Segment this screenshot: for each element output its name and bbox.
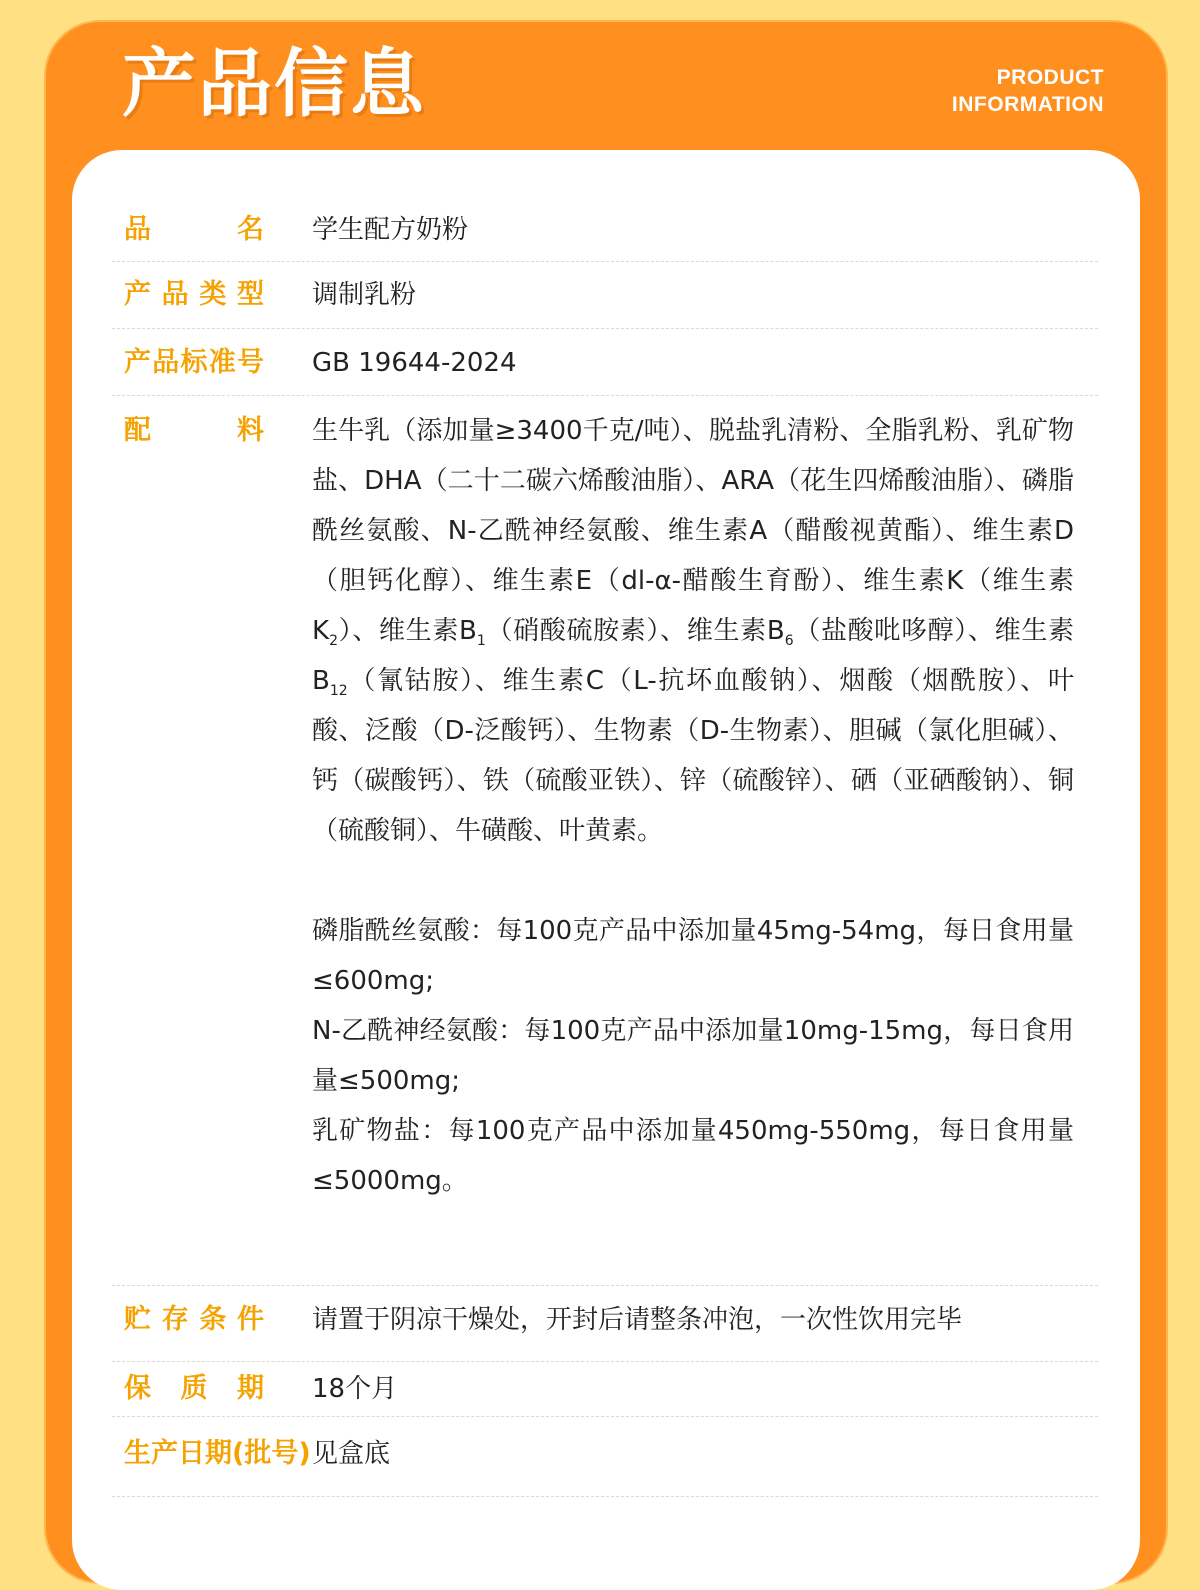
value-product-name: 学生配方奶粉 <box>312 215 469 245</box>
spacer <box>312 856 1074 906</box>
page-title: 产品信息 <box>122 41 426 127</box>
subtitle-line-2: INFORMATION <box>951 93 1104 116</box>
label-standard: 产 品 标 准 号 <box>124 347 264 378</box>
ingredients-list: 生牛乳（添加量≥3400千克/吨）、脱盐乳清粉、全脂乳粉、乳矿物盐、DHA（二十二碳六烯酸油脂）、ARA（花生四烯酸油脂）、磷脂酰丝氨酸、N-乙酰神经氨酸、维生素A（醋酸视黄酯）、维生素D（胆钙化醇）、维生素E（dl-α-醋酸生育酚）、维生素K（维生素$K_2$）、维生素$B_1$（硝酸硫胺素）、维生素$B_6$（盐酸吡哆醇）、维生素$B_{12}$（氰钴胺）、维生素C（L-抗坏血酸钠）、烟酸（烟酰胺）、叶酸、泛酸（D-泛酸钙）、生物素（D-生物素）、胆碱（氯化胆碱）、钙（碳酸钙）、铁（硫酸亚铁）、锌（硫酸锌）、硒（亚硒酸钠）、铜（硫酸铜）、牛磺酸、叶黄素。 <box>312 416 1074 846</box>
row-production-date <box>112 1417 1098 1497</box>
value-ingredients <box>312 406 1074 1285</box>
value-production-date: 见盒底 <box>312 1439 391 1469</box>
row-ingredients <box>112 396 1098 1286</box>
info-table <box>112 196 1098 1497</box>
ingredient-note: N-乙酰神经氨酸：每100克产品中添加量10mg-15mg，每日食用量≤500mg; <box>312 1016 1074 1096</box>
label-storage: 贮 存 条 件 <box>124 1304 264 1335</box>
subtitle-line-1: PRODUCT <box>996 66 1104 89</box>
row-storage <box>112 1286 1098 1362</box>
label-ingredients: 配 料 <box>124 415 264 446</box>
ingredient-note: 磷脂酰丝氨酸：每100克产品中添加量45mg-54mg，每日食用量≤600mg; <box>312 916 1074 996</box>
page-subtitle <box>952 64 1104 118</box>
value-product-type: 调制乳粉 <box>312 280 417 310</box>
label-product-name: 品 名 <box>124 214 264 245</box>
value-standard: GB 19644-2024 <box>312 348 517 378</box>
row-standard <box>112 329 1098 396</box>
ingredient-note: 乳矿物盐：每100克产品中添加量450mg-550mg，每日食用量≤5000mg。 <box>312 1116 1074 1196</box>
row-product-name <box>112 196 1098 262</box>
label-production-date: 生产日期(批号) <box>124 1438 311 1469</box>
label-shelf-life: 保 质 期 <box>124 1373 264 1404</box>
value-storage: 请置于阴凉干燥处，开封后请整条冲泡，一次性饮用完毕 <box>312 1305 963 1335</box>
row-product-type <box>112 262 1098 329</box>
value-shelf-life: 18个月 <box>312 1374 398 1404</box>
row-shelf-life <box>112 1362 1098 1417</box>
label-product-type: 产 品 类 型 <box>124 279 264 310</box>
